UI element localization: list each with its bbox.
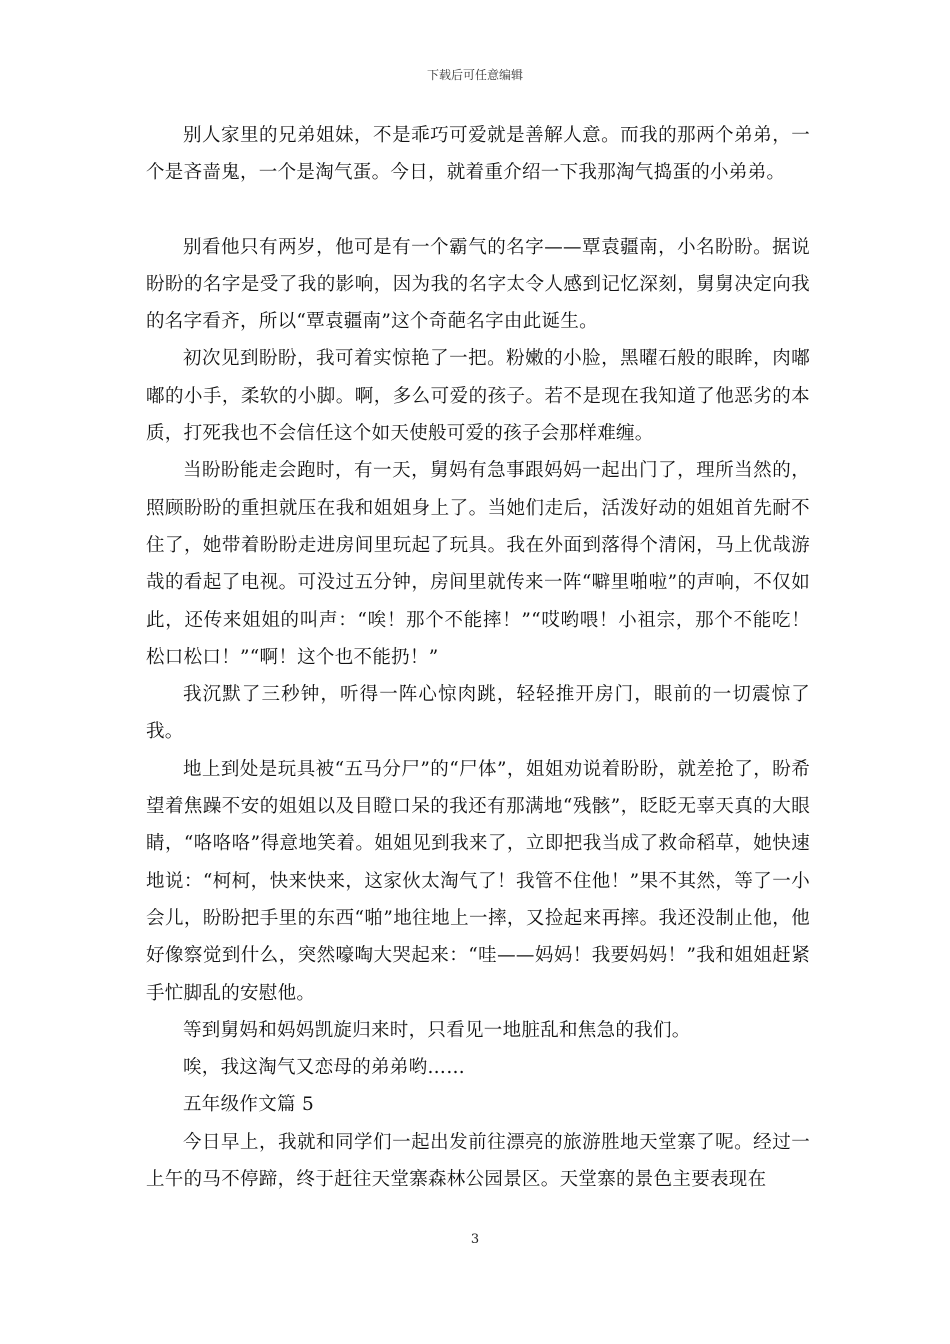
page-header: 下载后可任意编辑: [426, 68, 523, 82]
document-body: [146, 117, 810, 1198]
paragraph-5: 我沉默了三秒钟，听得一阵心惊肉跳，轻轻推开房门，眼前的一切震惊了我。: [146, 684, 810, 743]
page-number: 3: [470, 1232, 480, 1247]
paragraph-6: 地上到处是玩具被“五马分尸”的“尸体”，姐姐劝说着盼盼，就差抢了，盼希望着焦躁不安的姐姐以及目瞪口呆的我还有那满地“残骸”，眨眨无辜天真的大眼睛，“咯咯咯”得意地笑着。姐姐见到我来了，立即把我当成了救命稻草，她快速地说：“柯柯，快来快来，这家伙太淘气了！我管不住他！”果不其然，等了一小会儿，盼盼把手里的东西“啪”地往地上一摔，又捡起来再摔。我还没制止他，他好像察觉到什么，突然嚎啕大哭起来：“哇——妈妈！我要妈妈！”我和姐姐赶紧手忙脚乱的安慰他。: [146, 758, 810, 1004]
paragraph-7: 等到舅妈和妈妈凯旋归来时，只看见一地脏乱和焦急的我们。: [183, 1019, 691, 1041]
paragraph-9: 今日早上，我就和同学们一起出发前往漂亮的旅游胜地天堂寨了呢。经过一上午的马不停蹄，终于赶往天堂寨森林公园景区。天堂寨的景色主要表现在: [146, 1131, 810, 1191]
paragraph-1: 别人家里的兄弟姐妹，不是乖巧可爱就是善解人意。而我的那两个弟弟，一个是吝啬鬼，一个是淘气蛋。今日，就着重介绍一下我那淘气捣蛋的小弟弟。: [146, 125, 810, 184]
paragraph-4: 当盼盼能走会跑时，有一天，舅妈有急事跟妈妈一起出门了，理所当然的，照顾盼盼的重担就压在我和姐姐身上了。当她们走后，活泼好动的姐姐首先耐不住了，她带着盼盼走进房间里玩起了玩具。我在外面到落得个清闲，马上优哉游哉的看起了电视。可没过五分钟，房间里就传来一阵“噼里啪啦”的声响，不仅如此，还传来姐姐的叫声：“唉！那个不能摔！”“哎哟喂！小祖宗，那个不能吃！松口松口！”“啊！这个也不能扔！”: [146, 460, 810, 668]
paragraph-3: 初次见到盼盼，我可着实惊艳了一把。粉嫩的小脸，黑曜石般的眼眸，肉嘟嘟的小手，柔软的小脚。啊，多么可爱的孩子。若不是现在我知道了他恶劣的本质，打死我也不会信任这个如天使般可爱的孩子会那样难缠。: [146, 348, 810, 445]
paragraph-8: 唉，我这淘气又恋母的弟弟哟……: [183, 1057, 466, 1079]
paragraph-2: 别看他只有两岁，他可是有一个霸气的名字——覃袁疆南，小名盼盼。据说盼盼的名字是受了我的影响，因为我的名字太令人感到记忆深刻，舅舅决定向我的名字看齐，所以“覃袁疆南”这个奇葩名字由此诞生。: [146, 236, 810, 333]
section-heading: 五年级作文篇 5: [183, 1094, 315, 1116]
